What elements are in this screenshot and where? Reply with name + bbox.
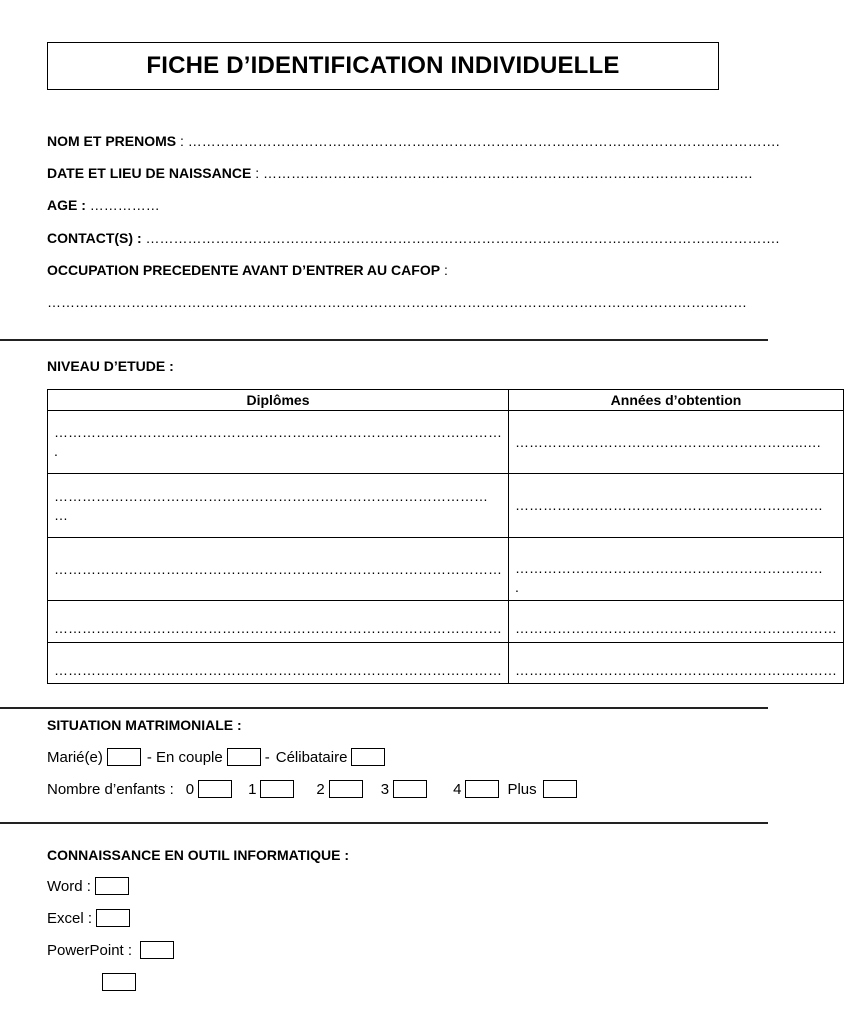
- section-divider: [0, 707, 768, 709]
- annee-cell[interactable]: ……………………………………………………………: [509, 643, 844, 684]
- powerpoint-checkbox[interactable]: [140, 941, 174, 959]
- occupation-line: [47, 262, 448, 278]
- annee-cell[interactable]: …………………………………………………………: [509, 474, 844, 538]
- nom-field[interactable]: : ……………………………………………………………………………………………………………….: [180, 133, 780, 149]
- education-title: NIVEAU D’ETUDE :: [47, 358, 174, 374]
- occupation-label: OCCUPATION PRECEDENTE AVANT D’ENTRER AU CAFOP: [47, 262, 441, 278]
- age-line: [47, 197, 160, 213]
- contact-label: CONTACT(S) :: [47, 230, 142, 246]
- excel-row: [47, 909, 130, 927]
- dash-separator: -: [264, 748, 270, 766]
- occupation-field[interactable]: ……………………………………………………………………………………………………………………………………: [47, 294, 747, 310]
- date-line: [47, 165, 753, 181]
- form-title: FICHE D’IDENTIFICATION INDIVIDUELLE: [146, 52, 620, 79]
- word-checkbox[interactable]: [95, 877, 129, 895]
- annee-cell[interactable]: ……………………………………………………..….: [509, 411, 844, 474]
- celibataire-label: Célibataire: [275, 748, 348, 766]
- it-title: CONNAISSANCE EN OUTIL INFORMATIQUE :: [47, 847, 350, 863]
- option-1-label: 1: [248, 780, 257, 798]
- age-label: AGE :: [47, 197, 86, 213]
- diplome-cell[interactable]: ……………………………………………………………………………………: [48, 601, 509, 643]
- diplome-cell[interactable]: ……………………………………………………………………………………: [48, 643, 509, 684]
- children-row: [47, 780, 577, 798]
- annee-cell[interactable]: ………………………………………………………… .: [509, 538, 844, 601]
- celibataire-checkbox[interactable]: [351, 748, 385, 766]
- enfants-label: Nombre d’enfants :: [47, 780, 174, 798]
- education-table: [47, 389, 844, 684]
- section-divider: [0, 339, 768, 341]
- option-3-checkbox[interactable]: [393, 780, 427, 798]
- date-field[interactable]: : ……………………………………………………………………………………………: [255, 165, 753, 181]
- option-2-checkbox[interactable]: [329, 780, 363, 798]
- excel-checkbox[interactable]: [96, 909, 130, 927]
- excel-label: Excel :: [47, 909, 93, 927]
- table-row: [48, 643, 844, 684]
- table-row: [48, 538, 844, 601]
- occupation-colon: :: [443, 262, 448, 278]
- table-row: [48, 411, 844, 474]
- option-plus-label: Plus: [507, 780, 537, 798]
- extra-row: [102, 973, 136, 991]
- date-label: DATE ET LIEU DE NAISSANCE: [47, 165, 252, 181]
- couple-checkbox[interactable]: [227, 748, 261, 766]
- annee-cell[interactable]: ……………………………………………………………: [509, 601, 844, 643]
- marital-title: SITUATION MATRIMONIALE :: [47, 717, 242, 733]
- table-row: [48, 474, 844, 538]
- occupation-value-line: [47, 294, 747, 310]
- contact-field[interactable]: ……………………………………………………………………………………………………………………….: [145, 230, 780, 246]
- marie-label: Marié(e): [47, 748, 103, 766]
- form-title-box: [47, 42, 719, 90]
- option-0-label: 0: [185, 780, 195, 798]
- option-4-checkbox[interactable]: [465, 780, 499, 798]
- word-label: Word :: [47, 877, 91, 895]
- contact-line: [47, 230, 779, 246]
- diplomes-header: Diplômes: [48, 390, 509, 411]
- marital-options-row: [47, 748, 385, 766]
- option-4-label: 4: [453, 780, 462, 798]
- education-header-row: [48, 390, 844, 411]
- diplome-cell[interactable]: …………………………………………………………………………………… .: [48, 411, 509, 474]
- annees-header: Années d’obtention: [509, 390, 844, 411]
- option-0-checkbox[interactable]: [198, 780, 232, 798]
- extra-checkbox[interactable]: [102, 973, 136, 991]
- powerpoint-label: PowerPoint :: [47, 941, 133, 959]
- powerpoint-row: [47, 941, 174, 959]
- nom-line: [47, 133, 780, 149]
- diplome-cell[interactable]: ……………………………………………………………………………………: [48, 538, 509, 601]
- table-row: [48, 601, 844, 643]
- section-divider: [0, 822, 768, 824]
- nom-label: NOM ET PRENOMS: [47, 133, 177, 149]
- couple-label: - En couple: [146, 748, 223, 766]
- word-row: [47, 877, 129, 895]
- marie-checkbox[interactable]: [107, 748, 141, 766]
- age-field[interactable]: ……………: [89, 197, 160, 213]
- option-3-label: 3: [380, 780, 390, 798]
- option-plus-checkbox[interactable]: [543, 780, 577, 798]
- diplome-cell[interactable]: ………………………………………………………………………………… …: [48, 474, 509, 538]
- option-1-checkbox[interactable]: [260, 780, 294, 798]
- option-2-label: 2: [316, 780, 325, 798]
